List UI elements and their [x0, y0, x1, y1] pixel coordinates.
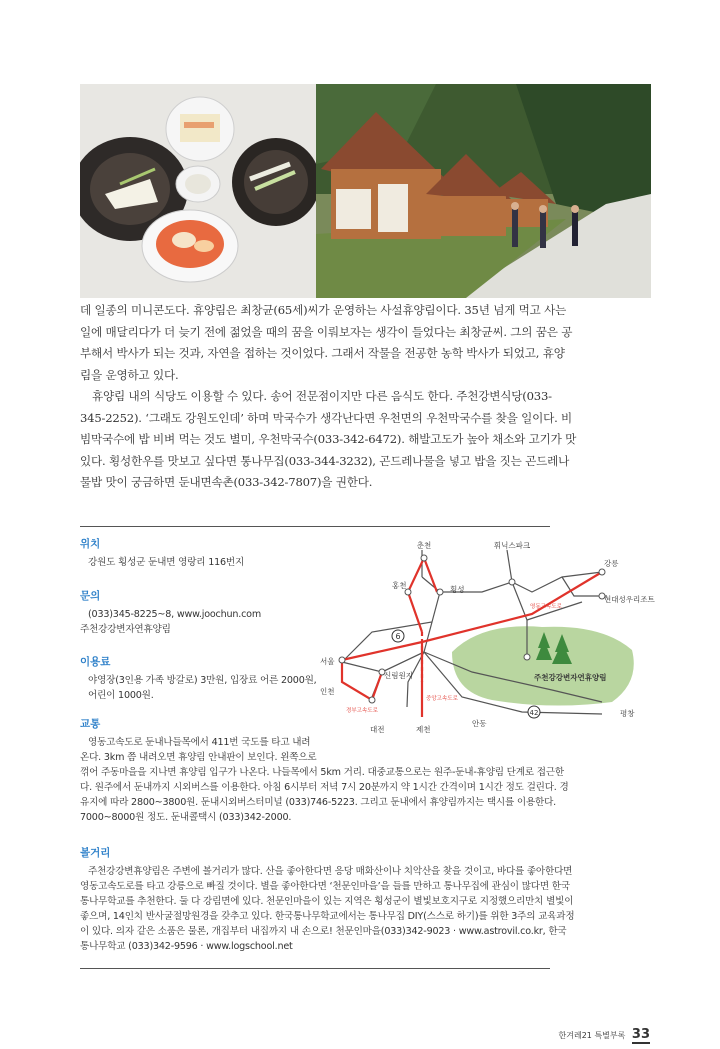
- sights-line-1: 주천강강변휴양림은 주변에 볼거리가 많다. 산을 좋아한다면 응당 매화산이나 치악산을 찾을 것이고, 바다를 좋아한다면: [88, 866, 573, 877]
- fee-line-2: 어린이 1000원.: [88, 690, 154, 701]
- cabin-photo: [316, 84, 651, 298]
- page-number: 33: [631, 1027, 650, 1042]
- transport-line-6: 7000~8000원 정도. 둔내콜택시 (033)342-2000.: [80, 812, 292, 823]
- sights-line-3: 통나무학교를 추천한다. 둘 다 강림면에 있다. 천문인마을이 있는 지역은 횡성군이 별빛보호지구로 지정했으리만치 별빛이: [80, 896, 574, 907]
- location-text: 강원도 횡성군 둔내면 영랑리 116번지: [88, 557, 245, 568]
- place-resort: 주천강강변자연휴양림: [534, 673, 607, 682]
- transport-line-3: 꺾어 주동마을을 지나면 휴양림 입구가 나온다. 나들목에서 5km 거리. 대중교통으로는 원주-둔내-휴양림 단계로 접근한: [80, 767, 564, 778]
- food-photo: [80, 84, 316, 298]
- place-andong: 안동: [472, 719, 487, 728]
- info-fee: [80, 654, 320, 703]
- place-sinrim: 신림원지: [384, 671, 413, 680]
- place-gangneung: 강릉: [604, 559, 619, 568]
- paragraph-2: 휴양림 내의 식당도 이용할 수 있다. 송어 전문점이지만 다른 음식도 한다. 주천강변식당(033- 345-2252). ‘그래도 강원도인데’ 하며 막국수가 생각난다면 우천면의 우천막국수를 찾을 일이다. 비 빔막국수에 밥 비벼 먹는 것도 별미, 우천막국수(033-342-6472). 해발고도가 높아 채소와 고기가 맛 있다. 횡성한우를 맛보고 싶다면 통나무집(033-344-3232), 곤드레나물을 넣고 밥을 짓는 곤드레나 물밥 맛이 궁금하면 둔내면속촌(033-342-7807)을 권한다.: [80, 389, 577, 489]
- location-heading: 위치: [80, 538, 101, 550]
- place-daejeon: 대전: [370, 725, 385, 734]
- contact-name: 주천강강변자연휴양림: [80, 624, 171, 635]
- article-body: [80, 300, 651, 494]
- transport-line-2: 온다. 3km 쯤 내려오면 휴양림 안내판이 보인다. 왼쪽으로: [80, 752, 317, 763]
- road-yeongdong: 영동고속도로: [530, 604, 562, 610]
- info-sights: [80, 845, 575, 954]
- divider-bottom: [80, 968, 550, 969]
- sights-line-5: 이 있다. 의자 같은 소품은 물론, 개집부터 내집까지 내 손으로! 천문인마을(033)342-9023 · www.astrovil.co.kr, 한국: [80, 926, 567, 937]
- place-hongcheon: 홍천: [392, 581, 407, 590]
- place-whistler: 휘닉스파크: [493, 541, 531, 550]
- road-gyeongbu: 경부고속도로: [346, 708, 378, 714]
- transport-heading: 교통: [80, 718, 101, 730]
- place-hyundai: 현대성우리조트: [604, 595, 655, 604]
- sights-line-6: 통나무학교 (033)342-9596 · www.logschool.net: [80, 941, 293, 952]
- paragraph-1: 데 일종의 미니콘도다. 휴양림은 최창균(65세)씨가 운영하는 사설휴양림이다. 35년 넘게 먹고 사는 일에 매달리다가 더 늦기 전에 젊었을 때의 꿈을 이뤄보자는 생각이 들었다는 최창균씨. 그의 꿈은 공 부해서 박사가 되는 것과, 자연을 접하는 것이었다. 그래서 작물을 전공한 농학 박사가 되었고, 휴양 림을 운영하고 있다.: [80, 303, 573, 382]
- place-chuncheon: 춘천: [416, 541, 432, 550]
- place-jecheon: 제천: [416, 725, 431, 734]
- transport-line-1: 영동고속도로 둔내나들목에서 411번 국도를 타고 내려: [88, 737, 311, 748]
- place-incheon: 인천: [320, 687, 335, 696]
- sights-line-2: 영동고속도로를 타고 강릉으로 빠질 것이다. 별을 좋아한다면 ‘천문인마을’을 들를 만하고 통나무집에 관심이 많다면 한국: [80, 881, 570, 892]
- divider-top: [80, 526, 550, 527]
- place-hoengseong: 횡성: [450, 585, 465, 594]
- route-42-label: 42: [529, 709, 539, 717]
- road-jungang: 중앙고속도로: [426, 696, 458, 702]
- contact-phone-web: (033)345-8225~8, www.joochun.com: [88, 609, 261, 620]
- info-location: [80, 536, 320, 570]
- contact-heading: 문의: [80, 590, 101, 602]
- sights-heading: 볼거리: [80, 847, 111, 859]
- fee-heading: 이용료: [80, 656, 111, 668]
- fee-line-1: 야영장(3인용 가족 방갈로) 3만원, 입장료 어른 2000원,: [88, 675, 317, 686]
- page-footer: [559, 1027, 650, 1042]
- route-6-label: 6: [395, 632, 401, 641]
- place-pyeongchang: 평창: [620, 709, 635, 718]
- footer-label: 한겨레21 특별부록: [558, 1031, 626, 1040]
- photo-strip: [80, 84, 651, 298]
- transport-line-5: 유지에 따라 2800~3800원. 둔내시외버스터미널 (033)746-5223. 그리고 둔내에서 휴양림까지는 택시를 이용한다.: [80, 797, 557, 808]
- place-seoul: 서울: [320, 657, 335, 666]
- route-map: [312, 532, 672, 744]
- sights-line-4: 좋으며, 14인치 반사굴절망원경을 갖추고 있다. 한국통나무학교에서는 통나무집 DIY(스스로 하기)를 위한 3주의 교육과정: [80, 911, 575, 922]
- transport-line-4: 다. 원주에서 둔내까지 시외버스를 이용한다. 아침 6시부터 저녁 7시 20분까지 약 1시간 간격이며 1시간 정도 걸린다. 경: [80, 782, 569, 793]
- info-contact: [80, 588, 320, 637]
